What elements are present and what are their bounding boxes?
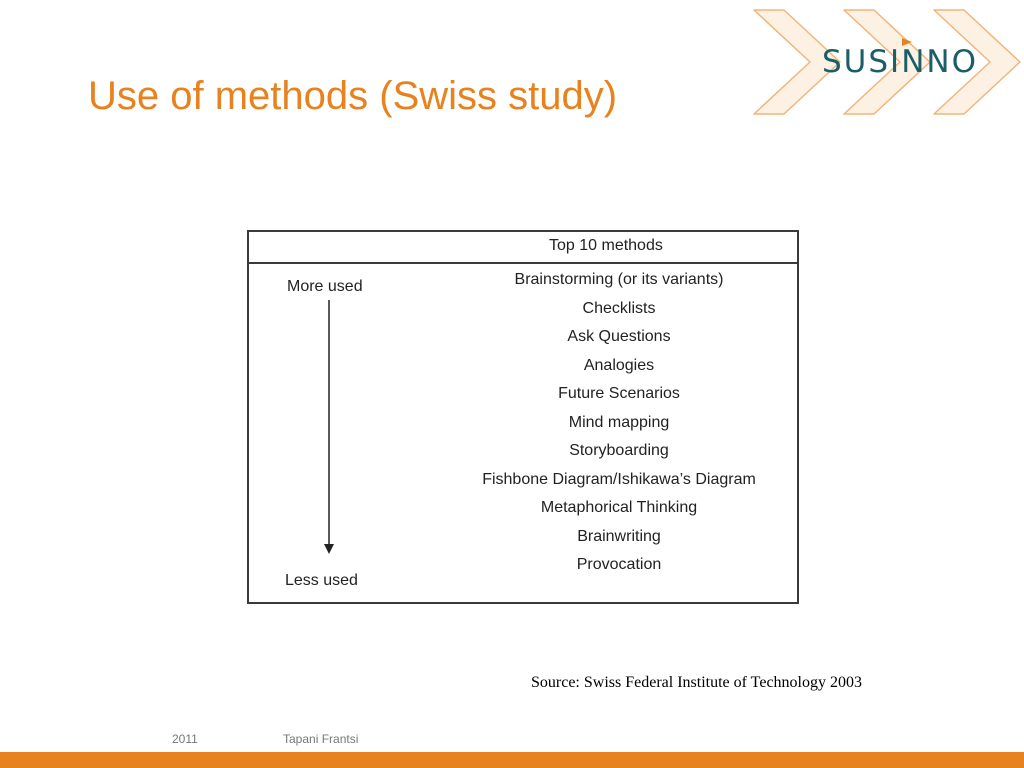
footer-author: Tapani Frantsi (283, 732, 359, 746)
method-item: Ask Questions (567, 328, 671, 345)
table-header (249, 232, 797, 264)
logo-text: SUSINNO (822, 44, 978, 80)
methods-table (247, 230, 799, 604)
table-header-label: Top 10 methods (549, 237, 663, 254)
footer-bar (0, 752, 1024, 768)
method-item: Future Scenarios (558, 385, 680, 402)
more-used-label: More used (287, 278, 363, 295)
methods-list (449, 266, 789, 580)
method-item: Brainwriting (577, 527, 661, 545)
method-item: Fishbone Diagram/Ishikawa’s Diagram (482, 470, 756, 488)
method-item: Analogies (583, 356, 655, 374)
down-arrow-icon (319, 300, 339, 556)
footer-year: 2011 (172, 732, 198, 746)
less-used-label: Less used (285, 572, 358, 589)
method-item: Metaphorical Thinking (540, 499, 698, 516)
source-note: Source: Swiss Federal Institute of Technology 2003 (531, 674, 862, 691)
method-item: Mind mapping (568, 413, 670, 431)
method-item: Provocation (576, 556, 662, 573)
method-item: Checklists (582, 299, 656, 317)
method-item: Storyboarding (569, 442, 669, 459)
susinno-logo (750, 6, 1024, 118)
slide-title: Use of methods (Swiss study) (88, 74, 618, 118)
method-item: Brainstorming (or its variants) (514, 271, 724, 288)
